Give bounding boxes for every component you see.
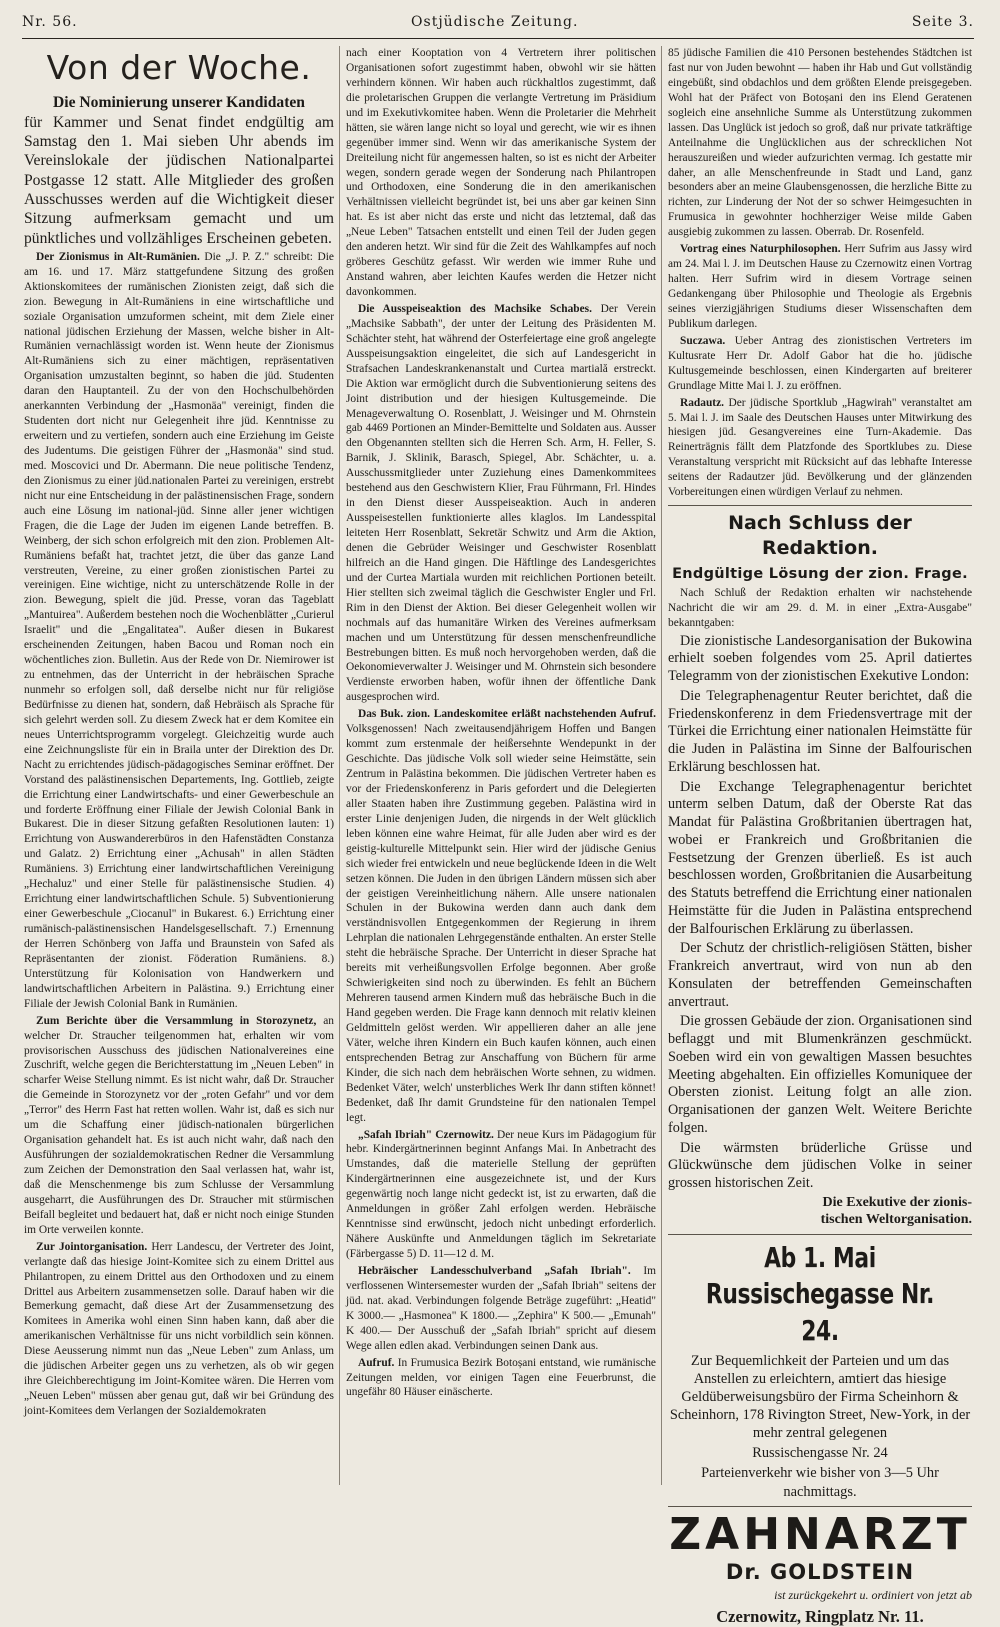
section-rule — [668, 1506, 972, 1507]
article-aufruf-continued: 85 jüdische Familien die 410 Personen bestehendes Städtchen ist fast nur von Juden bewohnt — haben ihr Hab und Gut vollständig eingebüßt, sind obdachlos und dem größten Elende preisgegeben. Wohl hat der Präfect von Botoșani den ins Elend Geratenen sogleich eine ansehnliche Summe als Unterstützung zukommen lassen. Das Unglück ist jedoch so groß, daß nur private tatkräftige Anteilnahme die Unglücklichen aus der schrecklichen Not herauszureißen und wieder aufzurichten vermag. Ich gestatte mir daher, an alle Menschenfreunde in Stadt und Land, ganz besonders aber an meine Glaubensgenossen, die herzliche Bitte zu richten, zur Linderung der Not der so schwer Heimgesuchten in Frumusica in gewohnter hochherziger Weise milde Gaben ausgiebig zukommen zu lassen. Oberrab. Dr. Rosenfeld. — [668, 47, 972, 239]
article-text: Ueber Antrag des zionistischen Vertreters im Kultusrate Herr Dr. Adolf Gabor hat die ho. jüdische Kultusgemeinde beschlossen, einen Kindergarten auf breiterer Grundlage Mitte Mai l. J. zu eröffnen. — [668, 334, 972, 392]
dentist-name: Dr. GOLDSTEIN — [725, 1559, 915, 1584]
article-headline: Radautz. — [680, 396, 724, 409]
article-safah-ibriah — [346, 1128, 656, 1262]
dentist-ad-title: ZAHNARZT — [669, 1508, 971, 1560]
section-title: Von der Woche. — [46, 48, 312, 87]
header-rule — [22, 38, 974, 39]
section-rule — [668, 1234, 972, 1235]
article-headline: Aufruf. — [358, 1356, 395, 1369]
article-joint-continued: nach einer Kooptation von 4 Vertretern ihrer politischen Organisationen sofort zugestimmt haben, obwohl wir sie hätten verhindern können. Wir haben auch rückhaltlos zugestimmt, daß die proletarischen Gruppen die verlangte Vertretung im Präsidium und im Exekutivkomitee haben. Wenn die Proletarier die Mehrheit hätten, sie wären lange nicht so loyal und gerecht, wie wir es ihnen gegenüber immer sind. Wenn wir das amerikanische System der Dreiteilung nicht für angemessen halten, so ist es nicht der Arbeiter wegen, sondern gerade wegen der Sonderung nach Philantropen und Orthodoxen, eine Sonderung die in den amerikanischen Verhältnissen vielleicht begründet ist, bei uns aber gar keinen Sinn hat. Es ist aber nicht das erste und nicht das letztemal, daß das „Neue Leben" Tatsachen entstellt und einen Teil der Juden gegen den anderen hetzt. Wir sind für die Zeit des Wahlkampfes auf noch gröberes Geschütz gefasst. Wir werden wie immer Ruhe und Anstand wahren, aber leichten Kaufes werden die Hetzer nicht davonkommen. — [346, 47, 656, 298]
ad-headline: Ab 1. Mai Russischegasse Nr. 24. — [705, 1240, 935, 1347]
issue-number: Nr. 56. — [22, 14, 78, 30]
running-head — [22, 14, 974, 36]
article-headline: Das Buk. zion. Landeskomitee erläßt nachstehenden Aufruf. — [358, 708, 656, 721]
article-text: Der neue Kurs im Pädagogium für hebr. Kindergärtnerinnen beginnt Anfangs Mai. In Anbetracht des Umstandes, daß die materielle Stellung der geprüften Kindergärtnerinnen eine ausgezeichnete ist, und der Kurs gegenwärtig noch lange nicht gedeckt ist, ist zu erwarten, daß die Anmeldungen in größer Zahl erfolgen werden. Hebräische Kenntnisse sind erwünscht, jedoch nicht unbedingt erforderlich. Nähere Auskünfte und Anmeldungen täglich im Sekretariate (Färbergasse 5) D. 11—12 d. M. — [346, 1128, 656, 1260]
article-machsike — [346, 302, 656, 705]
late-news-paragraph: Der Schutz der christlich-religiösen Stätten, bisher Frankreich anvertraut, wird von nun ab den Konsulaten der betreffenden Gemeinschaften anvertraut. — [668, 940, 972, 1010]
article-joint — [24, 1240, 334, 1419]
signature — [668, 1195, 972, 1229]
article-headline: Vortrag eines Naturphilosophen. — [680, 243, 841, 256]
column-1 — [24, 46, 334, 1485]
lead-headline: Die Nominierung unserer Kandidaten — [53, 94, 305, 112]
late-news-subtitle: Endgültige Lösung der zion. Frage. — [672, 565, 968, 582]
section-rule — [668, 505, 972, 506]
ad-hours: Parteienverkehr wie bisher von 3—5 Uhr nachmittags. — [701, 1465, 939, 1500]
article-storozynetz — [24, 1014, 334, 1238]
masthead-title: Ostjüdische Zeitung. — [411, 14, 579, 30]
article-suczawa — [668, 334, 972, 394]
article-text: Die „J. P. Z." schreibt: Die am 16. und 17. März stattgefundene Sitzung des großen Aktionskomitees der rumänischen Zionisten zeigt, daß sich die zion. Bewegung in Alt-Rumäniens in eine wirtschaftliche und soziale Organisation umzuformen scheint, mit dem Ziele einer national jüdischen Erziehung der Massen, welche bisher in Alt-Rumänien vernachlässigt worden ist. Wenn heute der Zionismus Alt-Rumäniens sich zu einer mächtigen, repräsentativen Organisation umzustalten beginnt, so haben die jüd. Studenten daran den Hauptanteil. Zu der von den Hochschulbehörden anerkannten Verbindung der „Hasmonäa" vereinigt, finden die Studenten dort nicht nur Gelegenheit ihre jüd. Kenntnisse zu erweitern und zu vertiefen, sondern auch eine Erziehung im Geiste des Judentums. Die geistigen Führer der „Hasmonäa" sind stud. med. Moscovici und Dr. Abermann. Die neue politische Tendenz, den Zionismus zu einer jüd.nationalen Partei zu vereinigen, erstrebt nicht nur eine Entscheidung in der palästinensischen Frage, sondern auch eine Lösung im national-jüd. Sinne aller jener wichtigen Fragen, die die Lage der Juden im eigenen Lande betreffen. B. Weinberg, der sich schon erfolgreich mit den zion. Problemen Alt-Rumäniens befaßt hat, trachtet jetzt, die über das ganze Land verstreuten, Vereine, zu einer großen zionistischen Partei zu vereinigen. Eine wichtige, nicht zu unterschätzende Rolle in der zion. Bewegung, spielt die jüd. Presse, voran das Tageblatt „Mantuirea". Außerdem bestehen noch die Wochenblätter „Curierul Israelit" und die „Engalitatea". Außer diesen in Bukarest erscheinenden Zeitungen, haben Bacou und Roman noch ein wöchentliches zion. Bulletin. Aus der Rede von Dr. Niemirower ist zu entnehmen, das der Unterricht in der hebräischen Sprache nunmehr so erfolgen soll, daß derselbe nicht nur für religiöse Bedürfnisse zu dienen hat, sondern, daß Hebräisch als Sprache für sich gelehrt werden soll. Zu diesem Zweck hat er dem Komitee ein neues Unterrichtsprogramm vorgelegt. Gleichzeitig wurde auch eine Zeichnungsliste für ein in Braila unter der Direktion des Dr. Nacht zu errichtendes jüdisch-pädagogisches Seminar eröffnet. Der Vorstand des palästinensischen Departements, Ing. Gottlieb, zeigte die Errichtung einer Landwirtschafts- und einer Gewerbeschule an und forderte Eröffnung einer Filiale der Jewish Colonial Bank in Bukarest. Die in dieser Sitzung gefaßten Resolutionen lauten: 1) Errichtung von Auswandererbüros in den Hafenstädten Constanza und Galatz. 2) Errichtung einer „Achusah" in allen Städten Rumäniens. 3) Errichtung einer landwirtschaftlichen Vereinigung „Hechaluz" und einer Stelle für palästinensische Studien. 4) Errichtung einer landwirtschaftlichen Schule. 5) Subventionierung einer Gewerbeschule „Ciocanul" in Bukarest. 6.) Errichtung einer rumänisch-palästinensischen Handelsgesellschaft. 7.) Ernennung der Herren Schönberg von Jaffa und Braunstein von Safed als Repräsentanten der zionist. Föderation Rumäniens. 8.) Unterstützung für Kolonisation von Handwerkern und landwirtschaftlichen Arbeitern in Palästina. 9.) Errichtung einer Filiale der Jewish Colonial Bank in Rumänien. — [24, 250, 334, 1010]
article-text: Der Verein „Machsike Sabbath", der unter der Leitung des Präsidenten M. Schächter steht, hat während der Osterfeiertage eine groß angelegte Ausspeisungsaktion eingeleitet, die sich auf Landesgericht in Strafsachen Landeskrankenanstalt und Curtea martială erstreckt. Die Aktion war ermöglicht durch die Subventionierung seitens des Joint distribution und der hiesigen Kultusgemeinde. Die Menageverwaltung O. Rosenblatt, J. Weisinger und M. Ohrnstein gab 4469 Portionen an Minder-Bemittelte und Soldaten aus. Ausser den Obgenannten stellten sich die Herren Sch. Arm, H. Feller, S. Barnik, J. Sklinik, Barasch, Spiegel, Abr. Schächter, u. a. Ausschussmitglieder unter Zuziehung eines Damenkommitees bestehend aus den Geschwistern Klier, Frau Führmann, Frl. Hindes in den Dienst dieser Ausspeiseaktion. Auch in anderen Ausspeisestellen funktionierte alles klaglos. Im Landesspital leiteten Herr Rosenblatt, Sekretär Schwitz und Arm die Aktion, denen die Gebrüder Weisinger und Geschwister Rosenblatt hilfreich an die Hand gingen. Die Häftlinge des Landesgerichtes und der Curtea Martiala wurden mit reichlichen Portionen beteilt. Hier stellten sich zweimal täglich die Geschwister Engler und Frl. Rim in den Dienst der Aktion. Bei dieser Gelegenheit wollen wir nochmals auf das humanitäre Wirken des Vereines aufmerksam machen und um Unterstützung für dessen menschenfreundliche Bestrebungen bitten. Es muß noch hervorgehoben werden, daß die Oekonomieverwalter J. Weisinger und M. Ohrnstein sich besondere Verdienste erworben haben, wofür ihnen der öffentliche Dank ausgesprochen wird. — [346, 302, 656, 704]
article-text: Volksgenossen! Nach zweitausendjährigem Hoffen und Bangen kommt zum erstenmale der heißersehnte Wendepunkt in der Geschichte. Das jüdische Volk soll wieder seine Heimstätte, sein Zentrum in Palästina bekommen. Die jüdischen Vertreter haben es vor der Friedenskonferenz in Paris gefordert und die Delegierten aller Staaten haben ihre Zustimmung gegeben. Palästina wird in erster Linie denjenigen Juden, die nirgends in der Welt glücklich leben können eine wahre Heimat, für alle Juden aber wird es der geistig-kulturelle Mittelpunkt sein. Hier wird der jüdische Genius sich wieder frei entwickeln und neue beglückende Ideen in die Welt setzen können. Die Juden in den übrigen Ländern müssen sich aber der geistigen Vereinheitlichung nähern. Alle unsere nationalen Schulen in der Bukowina werden dann auch dank dem verständnisvollen Entgegenkommen der Regierung in ihrem Lehrplan die nationalen Lehrgegenstände enthalten. An erster Stelle steht die hebräische Sprache. Der Unterricht in dieser Sprache hat bereits mit verheißungsvollen Erfolge begonnen. Aber große Schwierigkeiten sind noch zu überwinden. Es fehlt an Büchern Mehreren tausend armen Kindern muß das hebräische Buch in die Hand gegeben werden. Die Frage kann dennoch mit relativ kleinen Geldmitteln gelöst werden. Wir appellieren daher an alle jene Väter, welche ihren Kindern ein Buch kaufen können, auch einen entsprechenden Betrag zur Anschaffung von Büchern für arme Kinder, die sich nach dem hebräischen Worte sehnen, zu widmen. Bedenket Väter, welch' unsterbliches Werk Ihr dann stiften könnet! Bedenket, daß Ihr damit Grundsteine für den nationalen Tempel legt. — [346, 723, 656, 1124]
article-headline: Der Zionismus in Alt-Rumänien. — [36, 250, 200, 263]
lead-article — [24, 93, 334, 248]
dentist-address: Czernowitz, Ringplatz Nr. 11. — [716, 1606, 924, 1626]
late-news-title: Nach Schluss der Redaktion. — [728, 512, 912, 559]
column-divider — [339, 46, 340, 1485]
article-headline: Zur Jointorganisation. — [36, 1240, 148, 1253]
article-headline: Zum Berichte über die Versammlung in Storozynetz, — [36, 1014, 317, 1027]
article-text: Der jüdische Sportklub „Hagwirah" veranstaltet am 5. Mai l. J. im Saale des Deutschen Hauses unter Mitwirkung des hiesigen jüd. Gesangvereines eine Turn-Akademie. Das Reinerträgnis fällt dem Platzfonde des Sportklubes zu. Diese Veranstaltung verspricht mit Rücksicht auf das lebhafte Interesse seitens der Radautzer jüd. Bevölkerung und der glänzenden Vorbereitungen einen würdigen Verlauf zu nehmen. — [668, 396, 972, 499]
dentist-notice: ist zurückgekehrt u. ordiniert von jetzt ab — [774, 1588, 972, 1603]
article-zionismus — [24, 250, 334, 1012]
article-headline: Hebräischer Landesschulverband „Safah Ibriah". — [358, 1264, 631, 1277]
late-news-paragraph: Die Exchange Telegraphenagentur berichtet unterm selben Datum, daß der Oberste Rat das Mandat für Palästina Großbritanien übertragen hat, wobei er Frankreich und Großbritanien die Festsetzung der Grenzen überließ. Es ist auch beschlossen worden, Großbritanien die Ausarbeitung des Statuts betreffend die Errichtung einer nationalen Heimstätte für die Juden in Palästina entsprechend der Balfourischen Erklärung zu überlassen. — [668, 778, 972, 937]
ad-address: Russischengasse Nr. 24 — [752, 1445, 888, 1462]
late-news-paragraph: Die wärmsten brüderliche Grüsse und Glückwünsche dem jüdischen Volke in seiner grossen historischen Zeit. — [668, 1139, 972, 1192]
article-headline: Suczawa. — [680, 334, 726, 347]
page-number: Seite 3. — [911, 14, 974, 30]
article-headline: „Safah Ibriah" Czernowitz. — [358, 1128, 494, 1141]
article-landeskomitee — [346, 707, 656, 1125]
article-text: Herr Sufrim aus Jassy wird am 24. Mai l. J. im Deutschen Hause zu Czernowitz einen Vortrag halten. Herr Sufrim wird in diesem Vortrage seinen Gedankengang über Philosophie und Theologie als Ergebnis seines vierzigjährigen Studiums dieser Wissenschaften dem Publikum darlegen. — [668, 243, 972, 330]
signature-line: Die Exekutive der zionis- — [822, 1194, 972, 1210]
late-news-paragraph: Die grossen Gebäude der zion. Organisationen sind beflaggt und mit Blumenkränzen geschmückt. Soeben wird ein von gewaltigen Massen besuchtes Meeting abgehalten. Ein offizielles Komuniquee der Obersten zionist. Leitung folgt an alle zion. Organisationen der ganzen Welt. Weitere Berichte folgen. — [668, 1013, 972, 1136]
late-news-paragraph: Die Telegraphenagentur Reuter berichtet, daß die Friedenskonferenz in dem Friedensvertrage mit der Türkei die Errichtung einer nationalen Heimstätte für die Juden in Palästina im Sinne der Balfourischen Erklärung beschlossen hat. — [668, 687, 972, 775]
article-aufruf — [346, 1356, 656, 1401]
article-text: Herr Landescu, der Vertreter des Joint, verlangte daß das hiesige Joint-Komitee sich zu einem Drittel aus Philantropen, zu einem Drittel aus den Orthodoxen und zu einem Drittel aus Arbeitern zusammensetzen solle. Darauf haben wir die Bemerkung gemacht, daß diese Art der Zusammensetzung des Komitees in Amerika wohl einen Sinn haben kann, daß aber die amerikanischen Verhältnisse für uns nicht vorbildlich sein können. Diese Aeusserung nimmt nun das „Neue Leben" zum Anlass, um die jüdischen Arbeiter gegen uns zu verhetzen, als ob wir gegen ihre Gleichberechtigung im Joint-Komitee wären. Die Herren vom „Neuen Leben" müssen aber genau gut, daß wir bei Gründung des joint-Komitees dem Verlangen der Sozialdemokraten — [24, 1240, 334, 1418]
article-radautz — [668, 396, 972, 501]
article-text: In Frumusica Bezirk Botoșani entstand, wie rumänische Zeitungen melden, vor einigen Tagen eine Feuerbrunst, die ungefähr 80 Häuser einäscherte. — [346, 1356, 656, 1399]
article-vortrag — [668, 242, 972, 332]
article-headline: Die Ausspeiseaktion des Machsike Schabes. — [358, 302, 592, 315]
article-schulverband — [346, 1264, 656, 1354]
ad-text: Zur Bequemlichkeit der Parteien und um das Anstellen zu erleichtern, amtiert das hiesige Geldüberweisungsbüro der Firma Scheinhorn & Scheinhorn, 178 Rivington Street, New-York, in der mehr zentral gelegenen — [669, 1352, 971, 1442]
column-divider — [661, 46, 662, 1485]
column-2 — [346, 46, 656, 1485]
column-3 — [668, 46, 972, 1626]
signature-line: tischen Weltorganisation. — [820, 1211, 972, 1227]
article-text: an welcher Dr. Straucher teilgenommen hat, erhalten wir vom provisorischen Ausschuss des jüdischen Nationalvereines eine Zuschrift, welche gegen die Berichterstattung im „Neuen Leben" in scharfer Weise Stellung nimmt. Es ist nicht wahr, daß Dr. Straucher die Gemeinde in Storozynetz vor der „roten Gefahr" und vor dem „Terror" des Herrn Fast hat retten wollen. Wahr ist, daß es sich nur um die Schaffung einer jüdisch-nationalen bürgerlichen Organisation gehandelt hat. Es ist auch nicht wahr, daß nach den Ausführungen der sozialdemokratischen Redner die Versammlung zum Zeichen der Demonstration den Saal verlassen hat, wahr ist, daß die Menschenmenge bis zum Schlusse der Versammlung ausgeharrt, die Ausführungen des Dr. Straucher mit stürmischen Beifall begleitet und bedauert hat, daß er nicht noch einige Stunden im Orte verweilen konnte. — [24, 1014, 334, 1236]
late-news-intro: Nach Schluß der Redaktion erhalten wir nachstehende Nachricht die wir am 29. d. M. in einer „Extra-Ausgabe" bekanntgaben: — [668, 586, 972, 629]
article-text: Im verflossenen Wintersemester wurden der „Safah Ibriah" seitens der jüd. nat. akad. Verbindungen folgende Beträge zugeführt: „Heatid" K 3000.— „Hasmonea" K 1800.— „Zephira" K 500.— „Emunah" K 400.— Der Ausschuß der „Safah Ibriah" spricht auf diesem Wege allen edlen akad. Verbindungen seinen Dank aus. — [346, 1264, 656, 1352]
late-news-paragraph: Die zionistische Landesorganisation der Bukowina erhielt soeben folgendes vom 25. April datiertes Telegramm von der zionistischen Exekutive London: — [668, 632, 972, 685]
lead-text: für Kammer und Senat findet endgültig am Samstag den 1. Mai sieben Uhr abends im Vereinslokale der jüdischen Nationalpartei Postgasse 12 statt. Alle Mitglieder des großen Ausschusses werden auf die Wichtigkeit dieser Sitzung aufmerksam gemacht und um pünktliches und vollzähliges Erscheinen gebeten. — [24, 113, 334, 247]
